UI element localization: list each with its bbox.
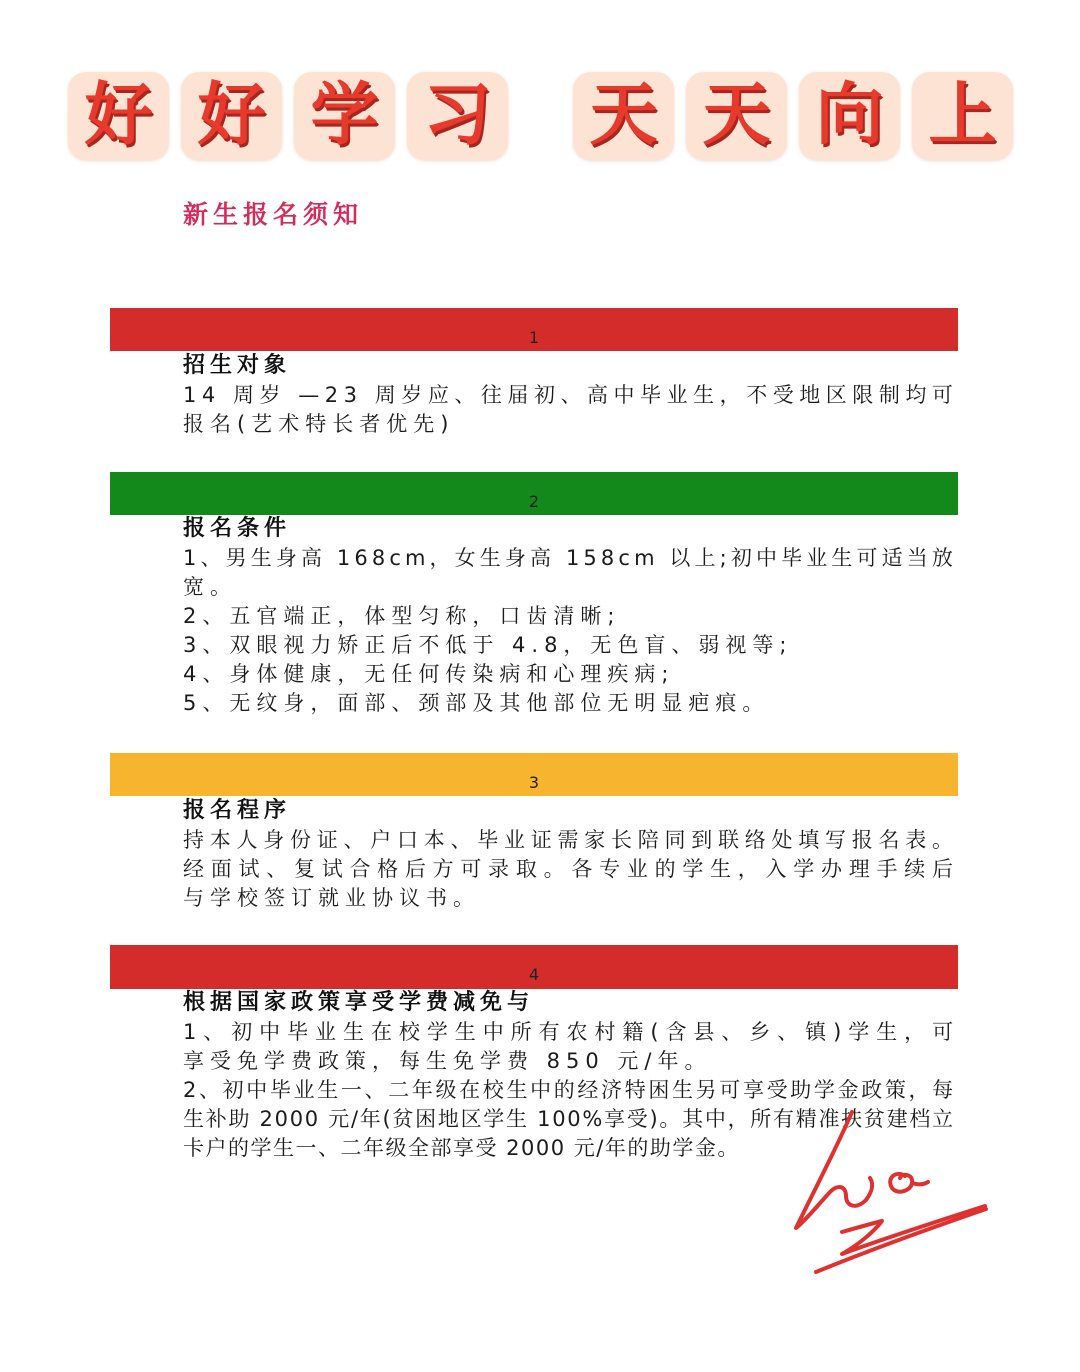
banner-tile <box>294 72 395 160</box>
signature-stroke <box>816 1209 986 1272</box>
banner-char: 好 <box>84 76 153 155</box>
section-3-bar <box>110 753 958 796</box>
text-line: 持本人身份证、户口本、毕业证需家长陪同到联络处填写报名表。 <box>183 828 959 852</box>
banner-char: 天 <box>702 76 771 155</box>
banner-tile <box>799 72 900 160</box>
requirement-item <box>183 689 957 718</box>
requirement-item <box>183 660 957 689</box>
section-3-number: 3 <box>528 773 540 792</box>
banner-char: 习 <box>423 76 492 155</box>
procedure-paragraph <box>183 826 960 913</box>
text-line: 卡户的学生一、二年级全部享受 2000 元/年的助学金。 <box>183 1136 740 1160</box>
signature-stroke <box>890 1174 928 1192</box>
banner-tile <box>68 72 169 160</box>
section-2-bar <box>110 472 958 515</box>
banner-char: 学 <box>310 76 379 155</box>
banner-tile <box>181 72 282 160</box>
text-line: 2、初中毕业生一、二年级在校生中的经济特困生另可享受助学金政策，每 <box>183 1078 956 1102</box>
text-line: 1、男生身高 168cm，女生身高 158cm 以上;初中毕业生可适当放 <box>183 546 957 570</box>
banner-tile <box>686 72 787 160</box>
section-1-number: 1 <box>528 328 540 347</box>
banner-phrase-1 <box>68 72 508 160</box>
banner-tile <box>407 72 508 160</box>
section-2-content <box>183 514 957 718</box>
text-line: 1、初中毕业生在校学生中所有农村籍(含县、乡、镇)学生，可 <box>183 1020 961 1044</box>
text-line: 生补助 2000 元/年(贫困地区学生 100%享受)。其中，所有精准扶贫建档立 <box>183 1107 955 1131</box>
section-2-number: 2 <box>528 492 540 511</box>
section-1-heading: 招生对象 <box>183 352 292 378</box>
section-2-heading: 报名条件 <box>183 515 292 541</box>
section-4-heading: 根据国家政策享受学费减免与 <box>183 989 535 1015</box>
text-line: 2、五官端正，体型匀称，口齿清晰; <box>183 604 621 628</box>
banner-char: 向 <box>815 76 884 155</box>
section-1-bar <box>110 308 958 351</box>
requirement-item <box>183 631 957 660</box>
text-line: 3、双眼视力矫正后不低于 4.8，无色盲、弱视等; <box>183 633 793 657</box>
text-line: 14 周岁 —23 周岁应、往届初、高中毕业生，不受地区限制均可 <box>183 383 959 407</box>
text-line: 与学校签订就业协议书。 <box>183 886 480 910</box>
banner-tile <box>573 72 674 160</box>
section-4-content <box>183 988 960 1163</box>
text-line: 4、身体健康，无任何传染病和心理疾病; <box>183 662 675 686</box>
banner-tile <box>912 72 1013 160</box>
requirement-item <box>183 602 957 631</box>
text-line: 报名(艺术特长者优先) <box>183 412 455 436</box>
page-title: 新生报名须知 <box>183 200 364 229</box>
text-line: 5、无纹身，面部、颈部及其他部位无明显疤痕。 <box>183 691 770 715</box>
banner-char: 好 <box>197 76 266 155</box>
text-line: 经面试、复试合格后方可录取。各专业的学生，入学办理手续后 <box>183 857 960 881</box>
text-line: 宽。 <box>183 575 237 599</box>
text-line: 享受免学费政策，每生免学费 850 元/年。 <box>183 1049 712 1073</box>
signature-stroke <box>842 1206 985 1254</box>
section-1-content <box>183 351 958 439</box>
section-4-bar <box>110 945 958 989</box>
section-3-content <box>183 796 960 913</box>
policy-item <box>183 1018 960 1076</box>
policy-item <box>183 1076 960 1163</box>
banner-phrase-2 <box>573 72 1013 160</box>
banner-char: 天 <box>589 76 658 155</box>
section-3-heading: 报名程序 <box>183 797 292 823</box>
enrollment-target-paragraph <box>183 381 958 439</box>
banner-char: 上 <box>928 76 997 155</box>
section-4-number: 4 <box>528 965 540 984</box>
requirement-item <box>183 544 957 602</box>
